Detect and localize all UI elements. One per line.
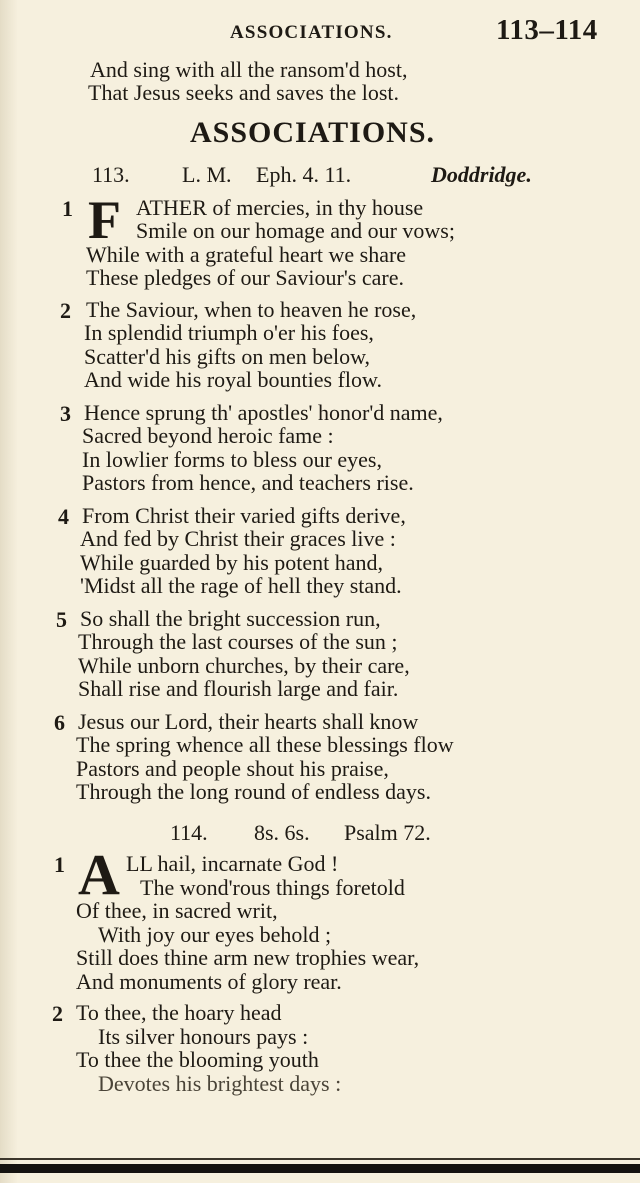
stanza-number: 4: [58, 504, 69, 529]
stanza-line: From Christ their varied gifts derive,: [82, 503, 406, 528]
stanza-line: Through the long round of endless days.: [76, 779, 431, 804]
stanza-line: These pledges of our Saviour's care.: [86, 265, 404, 290]
stanza-line: To thee, the hoary head: [76, 1000, 282, 1025]
hymn-113-scripture: Eph. 4. 11.: [256, 162, 352, 187]
stanza-number: 3: [60, 401, 71, 426]
stanza-line: In lowlier forms to bless our eyes,: [82, 447, 382, 472]
stanza-line: Pastors from hence, and teachers rise.: [82, 470, 414, 495]
stanza-line: While with a grateful heart we share: [86, 242, 407, 267]
stanza-line: While guarded by his potent hand,: [80, 550, 384, 575]
running-title: ASSOCIATIONS.: [230, 22, 393, 43]
section-title: ASSOCIATIONS.: [190, 116, 436, 149]
stanza-line: Of thee, in sacred writ,: [76, 898, 278, 923]
stanza-line: And monuments of glory rear.: [76, 969, 342, 994]
stanza-line: The Saviour, when to heaven he rose,: [86, 297, 417, 322]
stanza-line: Jesus our Lord, their hearts shall know: [78, 709, 419, 734]
stanza-line: Its silver honours pays :: [98, 1024, 309, 1049]
stanza-line: While unborn churches, by their care,: [78, 653, 410, 678]
stanza-line: And wide his royal bounties flow.: [84, 367, 382, 392]
hymn-114-meter: 8s. 6s.: [254, 820, 310, 845]
stanza-line: Still does thine arm new trophies wear,: [76, 945, 420, 970]
stanza-line: ATHER of mercies, in thy house: [136, 195, 424, 220]
stanza-line: The wond'rous things foretold: [140, 875, 405, 900]
stanza-line: In splendid triumph o'er his foes,: [84, 320, 374, 345]
stanza-line: Shall rise and flourish large and fair.: [78, 676, 399, 701]
stanza-number: 2: [60, 298, 71, 323]
stanza-line: Sacred beyond heroic fame :: [82, 423, 334, 448]
stanza-line: Scatter'd his gifts on men below,: [84, 344, 371, 369]
carryover-line-1: And sing with all the ransom'd host,: [90, 57, 408, 82]
stanza-line: The spring whence all these blessings flow: [76, 732, 454, 757]
drop-cap: A: [78, 842, 120, 907]
hymn-113-heading: [0, 162, 640, 188]
page-range: 113–114: [496, 14, 598, 46]
hymn-113-meter: L. M.: [182, 162, 232, 187]
stanza-number: 6: [54, 710, 65, 735]
bottom-thin-rule: [0, 1158, 640, 1160]
stanza-number: 1: [62, 196, 73, 221]
hymn-113-author: Doddridge.: [431, 162, 532, 187]
stanza-line: LL hail, incarnate God !: [126, 851, 339, 876]
stanza-line: 'Midst all the rage of hell they stand.: [80, 573, 402, 598]
hymn-114-scripture: Psalm 72.: [344, 820, 431, 845]
stanza-number: 1: [54, 852, 65, 877]
hymn-113-number: 113.: [92, 162, 130, 187]
drop-cap: F: [88, 190, 121, 250]
carryover-line-2: That Jesus seeks and saves the lost.: [88, 80, 399, 105]
stanza-line: To thee the blooming youth: [76, 1047, 319, 1072]
stanza-line: And fed by Christ their graces live :: [80, 526, 396, 551]
stanza-line: Through the last courses of the sun ;: [78, 629, 398, 654]
stanza-number: 5: [56, 607, 67, 632]
stanza-line: With joy our eyes behold ;: [98, 922, 332, 947]
page-header: [0, 14, 640, 50]
bottom-rule: [0, 1164, 640, 1173]
stanza-line: Smile on our homage and our vows;: [136, 218, 455, 243]
stanza-line: Devotes his brightest days :: [98, 1071, 342, 1096]
stanza-line: So shall the bright succession run,: [80, 606, 381, 631]
stanza-number: 2: [52, 1001, 63, 1026]
stanza-line: Hence sprung th' apostles' honor'd name,: [84, 400, 443, 425]
stanza-line: Pastors and people shout his praise,: [76, 756, 389, 781]
hymn-114-number: 114.: [170, 820, 208, 845]
